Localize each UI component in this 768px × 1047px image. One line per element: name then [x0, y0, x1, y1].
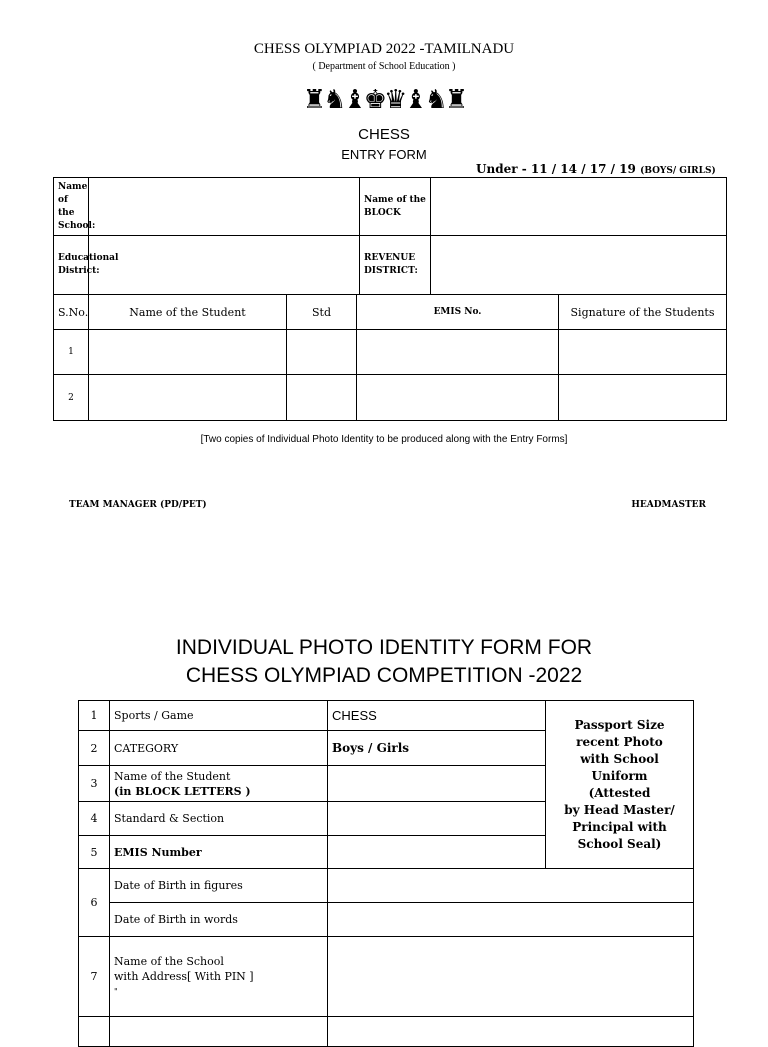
dob-words-field[interactable] [328, 903, 694, 937]
row-number: 2 [54, 375, 89, 421]
sports-value: CHESS [328, 701, 546, 731]
student-name-field[interactable] [328, 766, 546, 802]
row-dob-figures [79, 869, 694, 903]
sports-label: Sports / Game [110, 701, 328, 731]
edu-district-label: Educational District: [54, 236, 89, 295]
row-number: 1 [79, 701, 110, 731]
dob-figures-field[interactable] [328, 869, 694, 903]
district-row [54, 236, 727, 295]
photo-identity-note: [Two copies of Individual Photo Identity to be produced along with the Entry Forms] [200, 434, 568, 445]
standard-field[interactable] [328, 802, 546, 836]
chess-heading: CHESS [358, 126, 410, 143]
photo-form-title [0, 634, 768, 690]
school-address-field[interactable] [328, 937, 694, 1017]
school-label: Name of the School: [54, 178, 89, 236]
photo-form-title-line2: CHESS OLYMPIAD COMPETITION -2022 [185, 664, 583, 687]
emis-field[interactable] [328, 836, 546, 869]
photo-form-title-line1: INDIVIDUAL PHOTO IDENTITY FORM FOR [175, 636, 593, 659]
row-sports [79, 701, 694, 731]
edu-district-field[interactable] [89, 236, 360, 295]
col-student-name: Name of the Student [89, 295, 287, 330]
dob-figures-label: Date of Birth in figures [110, 869, 328, 903]
under-label: Under - 11 / 14 / 17 / 19 [476, 162, 641, 176]
team-manager-signature: TEAM MANAGER (PD/PET) [69, 500, 207, 510]
std-cell[interactable] [287, 330, 357, 375]
col-sno: S.No. [54, 295, 89, 330]
school-field[interactable] [89, 178, 360, 236]
signature-cell[interactable] [559, 375, 727, 421]
emis-label: EMIS Number [110, 836, 328, 869]
school-address-label: Name of the School with Address[ With PIN ] " [110, 937, 328, 1017]
entry-table [53, 177, 727, 421]
department-subtitle: ( Department of School Education ) [312, 61, 456, 72]
revenue-district-label: REVENUE DISTRICT: [360, 236, 431, 295]
student-row [54, 375, 727, 421]
headmaster-signature: HEADMASTER [631, 500, 706, 510]
row-number: 6 [79, 869, 110, 937]
row-number: 4 [79, 802, 110, 836]
student-header-row [54, 295, 727, 330]
row-dob-words [79, 903, 694, 937]
category-label: CATEGORY [110, 731, 328, 766]
age-category-line [476, 162, 716, 176]
row-number: 7 [79, 937, 110, 1017]
emis-cell[interactable] [357, 330, 559, 375]
block-field[interactable] [431, 178, 727, 236]
continuation-cell [110, 1017, 328, 1047]
row-continuation [79, 1017, 694, 1047]
entry-form-heading: ENTRY FORM [341, 147, 427, 162]
emis-cell[interactable] [357, 375, 559, 421]
standard-label: Standard & Section [110, 802, 328, 836]
form-title: CHESS OLYMPIAD 2022 -TAMILNADU [253, 41, 515, 57]
row-number: 5 [79, 836, 110, 869]
student-name-cell[interactable] [89, 375, 287, 421]
row-number: 2 [79, 731, 110, 766]
revenue-district-field[interactable] [431, 236, 727, 295]
block-label: Name of the BLOCK [360, 178, 431, 236]
col-std: Std [287, 295, 357, 330]
std-cell[interactable] [287, 375, 357, 421]
school-row [54, 178, 727, 236]
signature-cell[interactable] [559, 330, 727, 375]
row-number: 1 [54, 330, 89, 375]
continuation-cell [79, 1017, 110, 1047]
col-emis: EMIS No. [357, 295, 559, 330]
dob-words-label: Date of Birth in words [110, 903, 328, 937]
continuation-cell [328, 1017, 694, 1047]
category-value: Boys / Girls [328, 731, 546, 766]
chess-pieces-icon: ♜♞♝♚♛♝♞♜ [302, 85, 466, 115]
passport-photo-box[interactable]: Passport Size recent Photo with School Uniform (Attested by Head Master/ Principal with School Seal) [546, 701, 694, 869]
student-name-label: Name of the Student (in BLOCK LETTERS ) [110, 766, 328, 802]
gender-label: (BOYS/ GIRLS) [640, 166, 716, 176]
row-school-address [79, 937, 694, 1017]
col-signature: Signature of the Students [559, 295, 727, 330]
row-number: 3 [79, 766, 110, 802]
photo-identity-table [78, 700, 694, 1047]
student-name-cell[interactable] [89, 330, 287, 375]
student-row [54, 330, 727, 375]
